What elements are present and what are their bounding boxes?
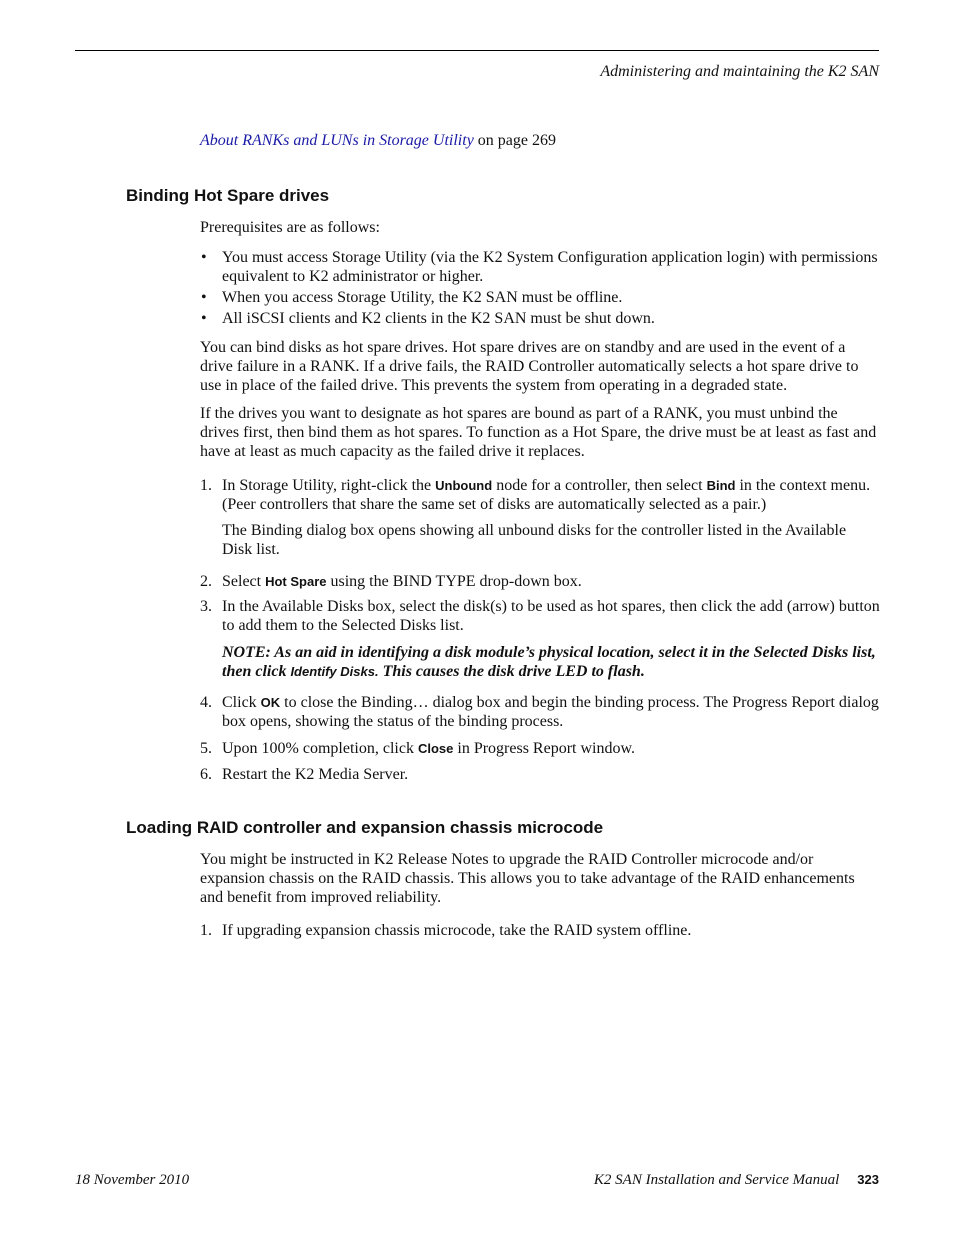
- ui-label-unbound: Unbound: [435, 478, 493, 493]
- step-4: 4. Click OK to close the Binding… dialog box and begin the binding process. The Progress Report dialog box opens, showing the status of the binding process.: [200, 694, 879, 730]
- paragraph-hot-spare-intro: You can bind disks as hot spare drives. Hot spare drives are on standby and are used in the event of a drive failure in a RANK. If a drive fails, the RAID Controller automatically selects a hot spare drive to use in place of the failed drive. This prevents the system from operating in a degraded state.: [200, 339, 859, 394]
- step-1: 1. In Storage Utility, right-click the Unbound node for a controller, then select Bind in the context menu. (Peer controllers that share the same set of disks are automatically selected as a pair.): [200, 477, 871, 513]
- footer-manual-title: K2 SAN Installation and Service Manual: [593, 1172, 840, 1188]
- microcode-step-1: 1. If upgrading expansion chassis microcode, take the RAID system offline.: [200, 922, 692, 939]
- list-item: • When you access Storage Utility, the K2 SAN must be offline.: [201, 289, 623, 306]
- section-heading-microcode: Loading RAID controller and expansion chassis microcode: [126, 818, 604, 837]
- page-number: 323: [857, 1172, 879, 1187]
- ui-label-close: Close: [417, 741, 454, 756]
- step-5: 5. Upon 100% completion, click Close in Progress Report window.: [200, 740, 635, 757]
- cross-reference-suffix: on page 269: [473, 132, 556, 149]
- paragraph-microcode-intro: You might be instructed in K2 Release Notes to upgrade the RAID Controller microcode and/or expansion chassis on the RAID chassis. This allows you to take advantage of the RAID enhancements and benefit from improved reliability.: [200, 851, 855, 906]
- prerequisites-block: [200, 218, 880, 237]
- list-item: • You must access Storage Utility (via the K2 System Configuration application login) with permissions equivalent to K2 administrator or higher.: [201, 249, 878, 285]
- running-head: Administering and maintaining the K2 SAN: [600, 63, 879, 80]
- ui-label-ok: OK: [260, 695, 281, 710]
- step-2: 2. Select Hot Spare using the BIND TYPE drop-down box.: [200, 573, 582, 590]
- step-6: 6. Restart the K2 Media Server.: [200, 766, 409, 783]
- footer-date: 18 November 2010: [75, 1172, 190, 1188]
- ui-label-identify-disks: Identify Disks.: [290, 664, 379, 679]
- cross-reference-link[interactable]: About RANKs and LUNs in Storage Utility: [200, 132, 474, 149]
- footer-info: [594, 1172, 879, 1189]
- section-heading-hot-spare: Binding Hot Spare drives: [126, 186, 330, 205]
- header-rule: [75, 50, 879, 51]
- paragraph-hot-spare-rank: If the drives you want to designate as hot spares are bound as part of a RANK, you must unbind the drives first, then bind them as hot spares. To function as a Hot Spare, the drive must be at least as fast and have at least as much capacity as the failed drive it replaces.: [200, 405, 877, 460]
- note: NOTE: As an aid in identifying a disk module’s physical location, select it in the Selected Disks list, then click Identify Disks. This causes the disk drive LED to flash.: [222, 644, 876, 680]
- step-1-followup: The Binding dialog box opens showing all unbound disks for the controller listed in the Available Disk list.: [222, 522, 847, 558]
- step-3: 3. In the Available Disks box, select the disk(s) to be used as hot spares, then click the add (arrow) button to add them to the Selected Disks list.: [200, 598, 880, 634]
- list-item: • All iSCSI clients and K2 clients in the K2 SAN must be shut down.: [201, 310, 655, 327]
- ui-label-bind: Bind: [706, 478, 736, 493]
- prerequisites-list: [200, 248, 880, 330]
- ui-label-hot-spare: Hot Spare: [265, 574, 327, 589]
- prereq-intro: Prerequisites are as follows:: [200, 219, 380, 236]
- cross-reference: [200, 131, 556, 150]
